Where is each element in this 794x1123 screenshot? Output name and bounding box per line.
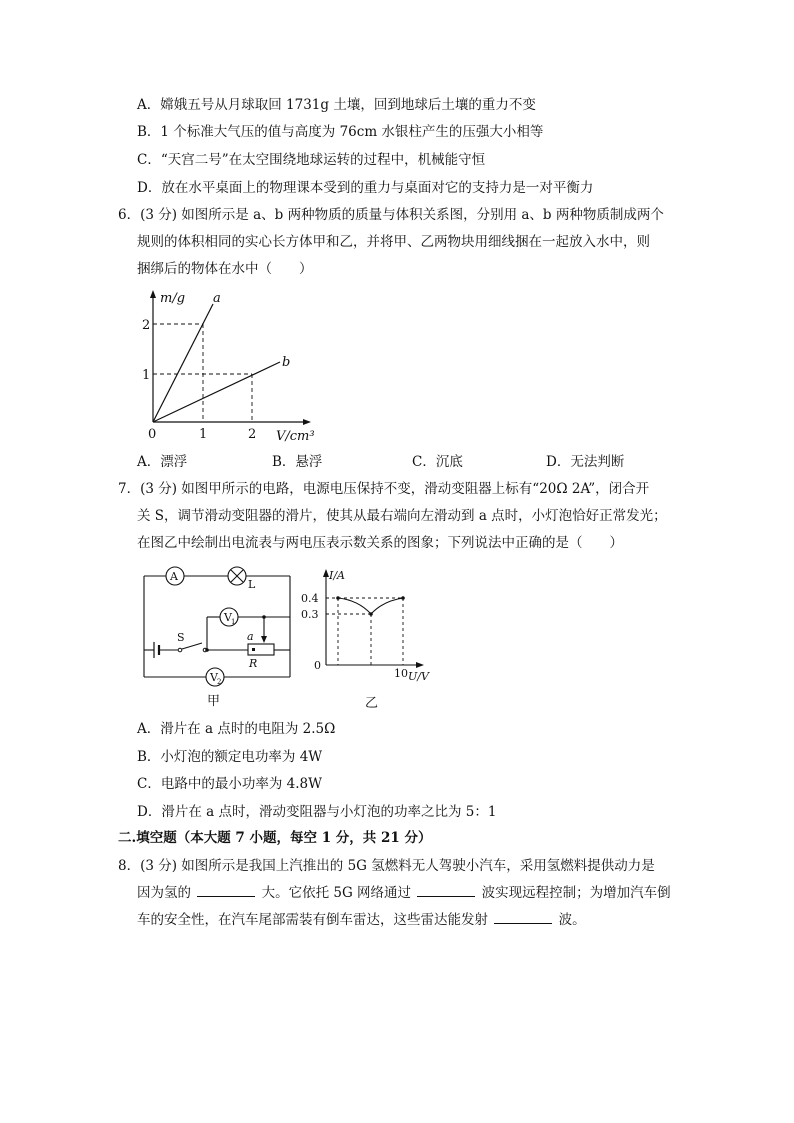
graph2-x-axis-label: U/V	[408, 670, 429, 683]
svg-text:1: 1	[231, 618, 236, 626]
q8-stem-line2: 因为氢的 大。它依托 5G 网络通过 波实现远程控制；为增加汽车倒	[137, 885, 671, 901]
y-tick-03: 0.3	[301, 608, 319, 621]
lamp-label: L	[248, 578, 256, 591]
q6-mass-volume-graph	[140, 286, 340, 446]
circuit-caption: 甲	[207, 694, 221, 709]
graph-caption: 乙	[365, 696, 379, 711]
graph2-origin: 0	[314, 659, 321, 672]
q7-option-c: C．电路中的最小功率为 4.8W	[137, 776, 322, 792]
answer-blank-3[interactable]	[494, 911, 552, 924]
q7-option-b: B．小灯泡的额定电功率为 4W	[137, 749, 323, 765]
line-a	[153, 304, 213, 422]
resistor-label: R	[249, 657, 258, 670]
y-tick-2: 2	[142, 318, 151, 333]
q6-stem-line2: 规则的体积相同的实心长方体甲和乙，并将甲、乙两物块用细线捆在一起放入水中，则	[137, 234, 650, 250]
q6-option-a: A．漂浮	[137, 454, 188, 470]
y-tick-1: 1	[142, 368, 151, 383]
q6-option-c: C．沉底	[412, 454, 463, 470]
q7-current-voltage-graph	[298, 565, 448, 715]
q7-stem-line1: 7．(3 分) 如图甲所示的电路，电源电压保持不变，滑动变阻器上标有“20Ω 2A”，闭合开	[118, 481, 650, 497]
q7-option-a: A．滑片在 a 点时的电阻为 2.5Ω	[137, 721, 336, 737]
y-axis-label: m/g	[160, 291, 186, 306]
section-heading: 二.填空题（本大题 7 小题，每空 1 分，共 21 分）	[118, 830, 432, 846]
x-tick-2: 2	[248, 427, 257, 442]
svg-text:2: 2	[217, 678, 222, 686]
v2-curve	[371, 598, 403, 614]
svg-text:V: V	[224, 611, 232, 624]
y-tick-04: 0.4	[301, 592, 319, 605]
resistor-icon	[248, 644, 274, 655]
svg-text:A: A	[170, 570, 178, 583]
q8-stem-line1: 8．(3 分) 如图所示是我国上汽推出的 5G 氢燃料无人驾驶小汽车，采用氢燃料提供动力是	[118, 858, 655, 874]
q5-option-d: D．放在水平桌面上的物理课本受到的重力与桌面对它的支持力是一对平衡力	[137, 180, 594, 196]
slider-label: a	[247, 630, 254, 643]
q8-stem-line3: 车的安全性，在汽车尾部需装有倒车雷达，这些雷达能发射 波。	[137, 912, 586, 928]
switch-label: S	[177, 631, 185, 644]
q7-option-d: D．滑片在 a 点时，滑动变阻器与小灯泡的功率之比为 5：1	[137, 804, 497, 820]
origin-label: 0	[148, 427, 157, 442]
svg-text:V: V	[210, 671, 218, 684]
answer-blank-2[interactable]	[417, 884, 475, 897]
q6-option-d: D．无法判断	[546, 454, 625, 470]
switch-icon	[182, 643, 202, 649]
answer-blank-1[interactable]	[197, 884, 255, 897]
q7-circuit-diagram	[140, 565, 300, 715]
x-tick-1: 1	[199, 427, 208, 442]
q5-option-b: B．1 个标准大气压的值与高度为 76cm 水银柱产生的压强大小相等	[137, 124, 544, 140]
q5-option-c: C．“天宫二号”在太空围绕地球运转的过程中，机械能守恒	[137, 152, 486, 168]
line-a-label: a	[213, 291, 221, 306]
q7-stem-line3: 在图乙中绘制出电流表与两电压表示数关系的图象；下列说法中正确的是（ ）	[137, 535, 623, 551]
x-axis-label: V/cm³	[276, 429, 315, 444]
q6-option-b: B．悬浮	[272, 454, 323, 470]
q6-stem-line1: 6．(3 分) 如图所示是 a、b 两种物质的质量与体积关系图，分别用 a、b 两种物质制成两个	[118, 207, 664, 223]
q5-option-a: A．嫦娥五号从月球取回 1731g 土壤，回到地球后土壤的重力不变	[137, 97, 536, 113]
graph2-y-axis-label: I/A	[329, 569, 345, 582]
line-b	[153, 362, 280, 422]
line-b-label: b	[282, 355, 291, 370]
x-tick-10: 10	[394, 667, 408, 680]
q6-stem-line3: 捆绑后的物体在水中（ ）	[137, 261, 313, 277]
v1-curve	[338, 598, 371, 614]
q7-stem-line2: 关 S，调节滑动变阻器的滑片，使其从最右端向左滑动到 a 点时，小灯泡恰好正常发光；	[137, 508, 667, 524]
